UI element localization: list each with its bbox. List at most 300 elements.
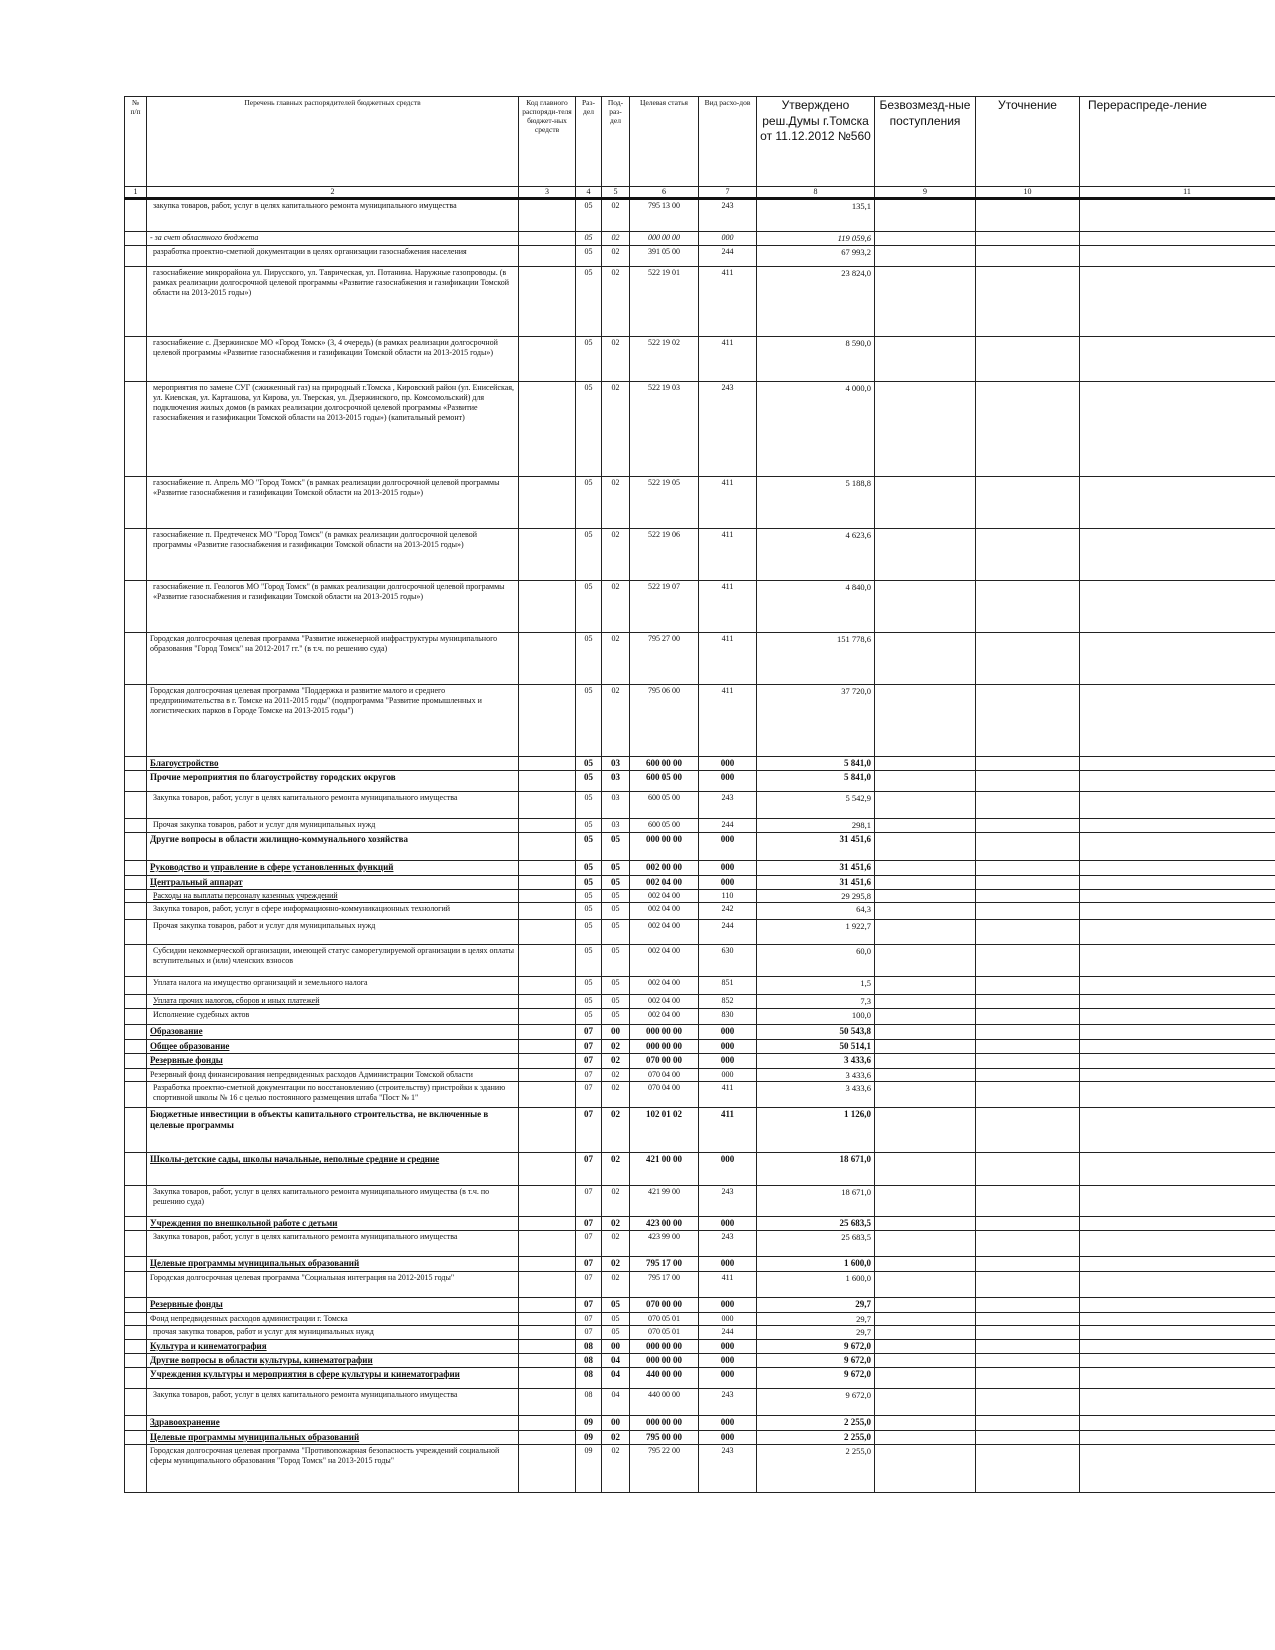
podrazdel-cell: 05: [602, 920, 630, 945]
free-cell: [875, 381, 976, 476]
article-cell: 795 22 00: [630, 1444, 699, 1492]
podrazdel-cell: 02: [602, 1271, 630, 1297]
table-row: [125, 1186, 1275, 1217]
approved-amount-cell: 64,3: [757, 903, 875, 920]
podrazdel-cell: 04: [602, 1389, 630, 1416]
col-number: 6: [630, 187, 699, 199]
vid-cell: 000: [699, 1430, 757, 1444]
podrazdel-cell: 02: [602, 1217, 630, 1231]
podrazdel-cell: 02: [602, 199, 630, 232]
clarify-cell: [976, 1068, 1080, 1082]
razdel-cell: 08: [576, 1389, 602, 1416]
vid-cell: 000: [699, 860, 757, 875]
name-cell: Учреждения по внешкольной работе с детьми: [147, 1217, 519, 1231]
redistribute-cell: [1080, 1068, 1275, 1082]
clarify-cell: [976, 995, 1080, 1009]
razdel-cell: 05: [576, 875, 602, 889]
free-cell: [875, 1009, 976, 1025]
razdel-cell: 05: [576, 756, 602, 770]
approved-amount-cell: 29,7: [757, 1297, 875, 1312]
redistribute-cell: [1080, 860, 1275, 875]
razdel-cell: 05: [576, 632, 602, 684]
clarify-cell: [976, 756, 1080, 770]
table-row: [125, 1271, 1275, 1297]
razdel-cell: 05: [576, 266, 602, 336]
header-approved: Утверждено реш.Думы г.Томска от 11.12.2012 №560: [757, 97, 875, 187]
razdel-cell: 07: [576, 1312, 602, 1326]
razdel-cell: 05: [576, 903, 602, 920]
podrazdel-cell: 04: [602, 1354, 630, 1368]
num-cell: [125, 232, 147, 246]
approved-amount-cell: 2 255,0: [757, 1444, 875, 1492]
name-cell: - за счет областного бюджета: [147, 232, 519, 246]
name-cell: Городская долгосрочная целевая программа "Социальная интеграция на 2012-2015 годы": [147, 1271, 519, 1297]
article-cell: 070 04 00: [630, 1082, 699, 1108]
col-number: 3: [519, 187, 576, 199]
vid-cell: 411: [699, 528, 757, 580]
redistribute-cell: [1080, 1430, 1275, 1444]
free-cell: [875, 1271, 976, 1297]
free-cell: [875, 232, 976, 246]
podrazdel-cell: 05: [602, 1312, 630, 1326]
clarify-cell: [976, 1326, 1080, 1340]
podrazdel-cell: 02: [602, 580, 630, 632]
article-cell: 070 05 01: [630, 1326, 699, 1340]
code-cell: [519, 1082, 576, 1108]
num-cell: [125, 1009, 147, 1025]
vid-cell: 000: [699, 1339, 757, 1353]
header-article: Целевая статья: [630, 97, 699, 187]
code-cell: [519, 818, 576, 832]
free-cell: [875, 199, 976, 232]
podrazdel-cell: 03: [602, 756, 630, 770]
header-num: № п/п: [125, 97, 147, 187]
razdel-cell: 05: [576, 920, 602, 945]
name-cell: Другие вопросы в области культуры, кинематографии: [147, 1354, 519, 1368]
podrazdel-cell: 02: [602, 1257, 630, 1271]
name-cell: Фонд непредвиденных расходов администрации г. Томска: [147, 1312, 519, 1326]
clarify-cell: [976, 1430, 1080, 1444]
table-row: [125, 770, 1275, 791]
redistribute-cell: [1080, 1257, 1275, 1271]
approved-amount-cell: 60,0: [757, 945, 875, 977]
article-cell: 070 00 00: [630, 1054, 699, 1068]
table-row: [125, 1257, 1275, 1271]
redistribute-cell: [1080, 818, 1275, 832]
table-row: [125, 791, 1275, 818]
razdel-cell: 05: [576, 528, 602, 580]
name-cell: Закупка товаров, работ, услуг в целях капитального ремонта муниципального имущества: [147, 791, 519, 818]
redistribute-cell: [1080, 1297, 1275, 1312]
code-cell: [519, 1257, 576, 1271]
code-cell: [519, 860, 576, 875]
vid-cell: 000: [699, 756, 757, 770]
free-cell: [875, 1312, 976, 1326]
razdel-cell: 05: [576, 381, 602, 476]
razdel-cell: 07: [576, 1153, 602, 1186]
razdel-cell: 05: [576, 791, 602, 818]
name-cell: Благоустройство: [147, 756, 519, 770]
num-cell: [125, 1082, 147, 1108]
redistribute-cell: [1080, 1368, 1275, 1389]
approved-amount-cell: 1 126,0: [757, 1108, 875, 1153]
num-cell: [125, 1231, 147, 1257]
num-cell: [125, 1257, 147, 1271]
article-cell: 421 00 00: [630, 1153, 699, 1186]
col-number: 10: [976, 187, 1080, 199]
article-cell: 000 00 00: [630, 232, 699, 246]
approved-amount-cell: 4 840,0: [757, 580, 875, 632]
code-cell: [519, 770, 576, 791]
razdel-cell: 07: [576, 1217, 602, 1231]
razdel-cell: 08: [576, 1339, 602, 1353]
table-row: [125, 1009, 1275, 1025]
code-cell: [519, 977, 576, 995]
num-cell: [125, 199, 147, 232]
code-cell: [519, 1068, 576, 1082]
name-cell: мероприятия по замене СУГ (сжиженный газ) на природный г.Томска , Кировский район (ул. Енисейская, ул. Киевская, ул. Карташова, ул Кирова, ул. Тверская, ул. Дзержинского, пр. Комсомольский) для подключения жилых домов (в рамках реализации долгосрочной целевой программы «Развитие газоснабжения и газификации Томской области на 2013-2015 годы») (капитальный ремонт): [147, 381, 519, 476]
article-cell: 600 05 00: [630, 791, 699, 818]
clarify-cell: [976, 1153, 1080, 1186]
redistribute-cell: [1080, 266, 1275, 336]
code-cell: [519, 1231, 576, 1257]
approved-amount-cell: 135,1: [757, 199, 875, 232]
vid-cell: 000: [699, 1025, 757, 1040]
num-cell: [125, 381, 147, 476]
redistribute-cell: [1080, 632, 1275, 684]
clarify-cell: [976, 684, 1080, 756]
name-cell: Исполнение судебных актов: [147, 1009, 519, 1025]
free-cell: [875, 977, 976, 995]
clarify-cell: [976, 1025, 1080, 1040]
approved-amount-cell: 50 543,8: [757, 1025, 875, 1040]
vid-cell: 243: [699, 1231, 757, 1257]
free-cell: [875, 860, 976, 875]
num-cell: [125, 1040, 147, 1054]
redistribute-cell: [1080, 1040, 1275, 1054]
clarify-cell: [976, 266, 1080, 336]
budget-table-body: [125, 199, 1275, 1493]
clarify-cell: [976, 770, 1080, 791]
name-cell: Руководство и управление в сфере установленных функций: [147, 860, 519, 875]
num-cell: [125, 1297, 147, 1312]
code-cell: [519, 1186, 576, 1217]
name-cell: Субсидии некоммерческой организации, имеющей статус саморегулируемой организации в целях оплаты вступительных и (или) членских взносов: [147, 945, 519, 977]
vid-cell: 411: [699, 336, 757, 381]
num-cell: [125, 1326, 147, 1340]
free-cell: [875, 1068, 976, 1082]
razdel-cell: 07: [576, 1054, 602, 1068]
col-number: 1: [125, 187, 147, 199]
code-cell: [519, 232, 576, 246]
vid-cell: 000: [699, 1153, 757, 1186]
num-cell: [125, 684, 147, 756]
razdel-cell: 07: [576, 1025, 602, 1040]
table-row: [125, 1312, 1275, 1326]
header-vid: Вид расхо-дов: [699, 97, 757, 187]
redistribute-cell: [1080, 1153, 1275, 1186]
redistribute-cell: [1080, 832, 1275, 860]
approved-amount-cell: 1 600,0: [757, 1271, 875, 1297]
code-cell: [519, 1354, 576, 1368]
vid-cell: 000: [699, 770, 757, 791]
code-cell: [519, 199, 576, 232]
article-cell: 795 06 00: [630, 684, 699, 756]
approved-amount-cell: 50 514,1: [757, 1040, 875, 1054]
num-cell: [125, 1416, 147, 1430]
podrazdel-cell: 03: [602, 770, 630, 791]
num-cell: [125, 1271, 147, 1297]
table-row: [125, 199, 1275, 232]
podrazdel-cell: 00: [602, 1339, 630, 1353]
redistribute-cell: [1080, 381, 1275, 476]
table-row: [125, 1231, 1275, 1257]
article-cell: 795 13 00: [630, 199, 699, 232]
header-free: Безвозмезд-ные поступления: [875, 97, 976, 187]
clarify-cell: [976, 818, 1080, 832]
table-row: [125, 1054, 1275, 1068]
vid-cell: 000: [699, 1257, 757, 1271]
redistribute-cell: [1080, 1389, 1275, 1416]
num-cell: [125, 1444, 147, 1492]
code-cell: [519, 1312, 576, 1326]
article-cell: 600 05 00: [630, 770, 699, 791]
article-cell: 522 19 07: [630, 580, 699, 632]
table-row: [125, 818, 1275, 832]
table-row: [125, 232, 1275, 246]
clarify-cell: [976, 945, 1080, 977]
code-cell: [519, 1326, 576, 1340]
code-cell: [519, 1416, 576, 1430]
free-cell: [875, 1326, 976, 1340]
num-cell: [125, 1153, 147, 1186]
approved-amount-cell: 5 841,0: [757, 756, 875, 770]
budget-table: [124, 96, 1275, 1493]
razdel-cell: 08: [576, 1354, 602, 1368]
name-cell: Школы-детские сады, школы начальные, неполные средние и средние: [147, 1153, 519, 1186]
code-cell: [519, 1297, 576, 1312]
approved-amount-cell: 7,3: [757, 995, 875, 1009]
vid-cell: 000: [699, 1217, 757, 1231]
article-cell: 002 04 00: [630, 945, 699, 977]
name-cell: газоснабжение п. Предтеченск МО "Город Томск" (в рамках реализации долгосрочной целевой программы «Развитие газоснабжения и газификации Томской области на 2013-2015 годы»): [147, 528, 519, 580]
redistribute-cell: [1080, 1054, 1275, 1068]
name-cell: газоснабжение с. Дзержинское МО «Город Томск» (3, 4 очередь) (в рамках реализации долгосрочной целевой программы «Развитие газоснабжения и газификации Томской области на 2013-2015 годы»): [147, 336, 519, 381]
num-cell: [125, 977, 147, 995]
razdel-cell: 05: [576, 1009, 602, 1025]
vid-cell: 411: [699, 1082, 757, 1108]
num-cell: [125, 770, 147, 791]
free-cell: [875, 1217, 976, 1231]
redistribute-cell: [1080, 791, 1275, 818]
num-cell: [125, 945, 147, 977]
razdel-cell: 08: [576, 1368, 602, 1389]
podrazdel-cell: 02: [602, 1068, 630, 1082]
redistribute-cell: [1080, 1231, 1275, 1257]
vid-cell: 244: [699, 920, 757, 945]
header-list: Перечень главных распорядителей бюджетных средств: [147, 97, 519, 187]
redistribute-cell: [1080, 1326, 1275, 1340]
num-cell: [125, 860, 147, 875]
podrazdel-cell: 02: [602, 1153, 630, 1186]
clarify-cell: [976, 977, 1080, 995]
redistribute-cell: [1080, 756, 1275, 770]
redistribute-cell: [1080, 199, 1275, 232]
free-cell: [875, 791, 976, 818]
podrazdel-cell: 02: [602, 1186, 630, 1217]
podrazdel-cell: 05: [602, 995, 630, 1009]
podrazdel-cell: 05: [602, 903, 630, 920]
vid-cell: 243: [699, 1186, 757, 1217]
table-row: [125, 1217, 1275, 1231]
free-cell: [875, 1108, 976, 1153]
num-cell: [125, 1339, 147, 1353]
free-cell: [875, 1444, 976, 1492]
approved-amount-cell: 31 451,6: [757, 832, 875, 860]
code-cell: [519, 1054, 576, 1068]
vid-cell: 000: [699, 1312, 757, 1326]
article-cell: 002 04 00: [630, 1009, 699, 1025]
vid-cell: 411: [699, 684, 757, 756]
razdel-cell: 05: [576, 995, 602, 1009]
podrazdel-cell: 05: [602, 832, 630, 860]
redistribute-cell: [1080, 580, 1275, 632]
budget-document: [124, 96, 1275, 1493]
name-cell: газоснабжение микрорайона ул. Пирусского, ул. Таврическая, ул. Потанина. Наружные газопроводы. (в рамках реализации долгосрочной целевой программы «Развитие газоснабжения и газификации Томской области на 2013-2015 годы»): [147, 266, 519, 336]
podrazdel-cell: 02: [602, 1108, 630, 1153]
podrazdel-cell: 05: [602, 945, 630, 977]
redistribute-cell: [1080, 945, 1275, 977]
table-row: [125, 1444, 1275, 1492]
redistribute-cell: [1080, 889, 1275, 903]
approved-amount-cell: 9 672,0: [757, 1354, 875, 1368]
table-row: [125, 266, 1275, 336]
vid-cell: 000: [699, 832, 757, 860]
clarify-cell: [976, 199, 1080, 232]
table-row: [125, 945, 1275, 977]
vid-cell: 243: [699, 791, 757, 818]
redistribute-cell: [1080, 528, 1275, 580]
name-cell: Резервный фонд финансирования непредвиденных расходов Администрации Томской области: [147, 1068, 519, 1082]
col-number: 7: [699, 187, 757, 199]
name-cell: Другие вопросы в области жилищно-коммунального хозяйства: [147, 832, 519, 860]
code-cell: [519, 1271, 576, 1297]
num-cell: [125, 1108, 147, 1153]
num-cell: [125, 889, 147, 903]
vid-cell: 000: [699, 875, 757, 889]
code-cell: [519, 903, 576, 920]
article-cell: 070 05 01: [630, 1312, 699, 1326]
vid-cell: 411: [699, 266, 757, 336]
name-cell: Расходы на выплаты персоналу казенных учреждений: [147, 889, 519, 903]
approved-amount-cell: 9 672,0: [757, 1368, 875, 1389]
vid-cell: 243: [699, 1444, 757, 1492]
clarify-cell: [976, 1368, 1080, 1389]
num-cell: [125, 1217, 147, 1231]
approved-amount-cell: 1 600,0: [757, 1257, 875, 1271]
article-cell: 440 00 00: [630, 1389, 699, 1416]
code-cell: [519, 1444, 576, 1492]
article-cell: 102 01 02: [630, 1108, 699, 1153]
approved-amount-cell: 18 671,0: [757, 1186, 875, 1217]
name-cell: Закупка товаров, работ, услуг в целях капитального ремонта муниципального имущества: [147, 1389, 519, 1416]
approved-amount-cell: 1,5: [757, 977, 875, 995]
razdel-cell: 05: [576, 860, 602, 875]
approved-amount-cell: 18 671,0: [757, 1153, 875, 1186]
article-cell: 423 00 00: [630, 1217, 699, 1231]
clarify-cell: [976, 875, 1080, 889]
code-cell: [519, 1389, 576, 1416]
redistribute-cell: [1080, 1186, 1275, 1217]
free-cell: [875, 336, 976, 381]
article-cell: 795 17 00: [630, 1257, 699, 1271]
razdel-cell: 05: [576, 232, 602, 246]
clarify-cell: [976, 1040, 1080, 1054]
approved-amount-cell: 298,1: [757, 818, 875, 832]
clarify-cell: [976, 832, 1080, 860]
approved-amount-cell: 2 255,0: [757, 1416, 875, 1430]
razdel-cell: 05: [576, 199, 602, 232]
razdel-cell: 07: [576, 1297, 602, 1312]
vid-cell: 411: [699, 476, 757, 528]
free-cell: [875, 1339, 976, 1353]
num-cell: [125, 266, 147, 336]
vid-cell: 411: [699, 580, 757, 632]
vid-cell: 411: [699, 1271, 757, 1297]
free-cell: [875, 580, 976, 632]
approved-amount-cell: 119 059,6: [757, 232, 875, 246]
clarify-cell: [976, 1231, 1080, 1257]
podrazdel-cell: 02: [602, 381, 630, 476]
vid-cell: 000: [699, 232, 757, 246]
code-cell: [519, 336, 576, 381]
vid-cell: 242: [699, 903, 757, 920]
table-row: [125, 860, 1275, 875]
table-row: [125, 1082, 1275, 1108]
name-cell: Здравоохранение: [147, 1416, 519, 1430]
article-cell: 002 04 00: [630, 875, 699, 889]
code-cell: [519, 875, 576, 889]
vid-cell: 411: [699, 1108, 757, 1153]
redistribute-cell: [1080, 1416, 1275, 1430]
code-cell: [519, 381, 576, 476]
article-cell: 421 99 00: [630, 1186, 699, 1217]
name-cell: Разработка проектно-сметной документации по восстановлению (строительству) пристройки к зданию спортивной школы № 16 с целью постоянного размещения штаба "Пост № 1": [147, 1082, 519, 1108]
razdel-cell: 07: [576, 1257, 602, 1271]
clarify-cell: [976, 1312, 1080, 1326]
approved-amount-cell: 29,7: [757, 1326, 875, 1340]
code-cell: [519, 580, 576, 632]
name-cell: Резервные фонды: [147, 1297, 519, 1312]
free-cell: [875, 945, 976, 977]
clarify-cell: [976, 1257, 1080, 1271]
vid-cell: 244: [699, 818, 757, 832]
free-cell: [875, 1430, 976, 1444]
name-cell: Городская долгосрочная целевая программа "Развитие инженерной инфраструктуры муниципального образования "Город Томск" на 2012-2017 гг." (в т.ч. по решению суда): [147, 632, 519, 684]
podrazdel-cell: 02: [602, 528, 630, 580]
name-cell: Уплата прочих налогов, сборов и иных платежей: [147, 995, 519, 1009]
free-cell: [875, 528, 976, 580]
podrazdel-cell: 05: [602, 1297, 630, 1312]
free-cell: [875, 770, 976, 791]
code-cell: [519, 245, 576, 266]
table-row: [125, 1354, 1275, 1368]
table-row: [125, 995, 1275, 1009]
col-number: 11: [1080, 187, 1275, 199]
razdel-cell: 05: [576, 245, 602, 266]
code-cell: [519, 756, 576, 770]
free-cell: [875, 1389, 976, 1416]
